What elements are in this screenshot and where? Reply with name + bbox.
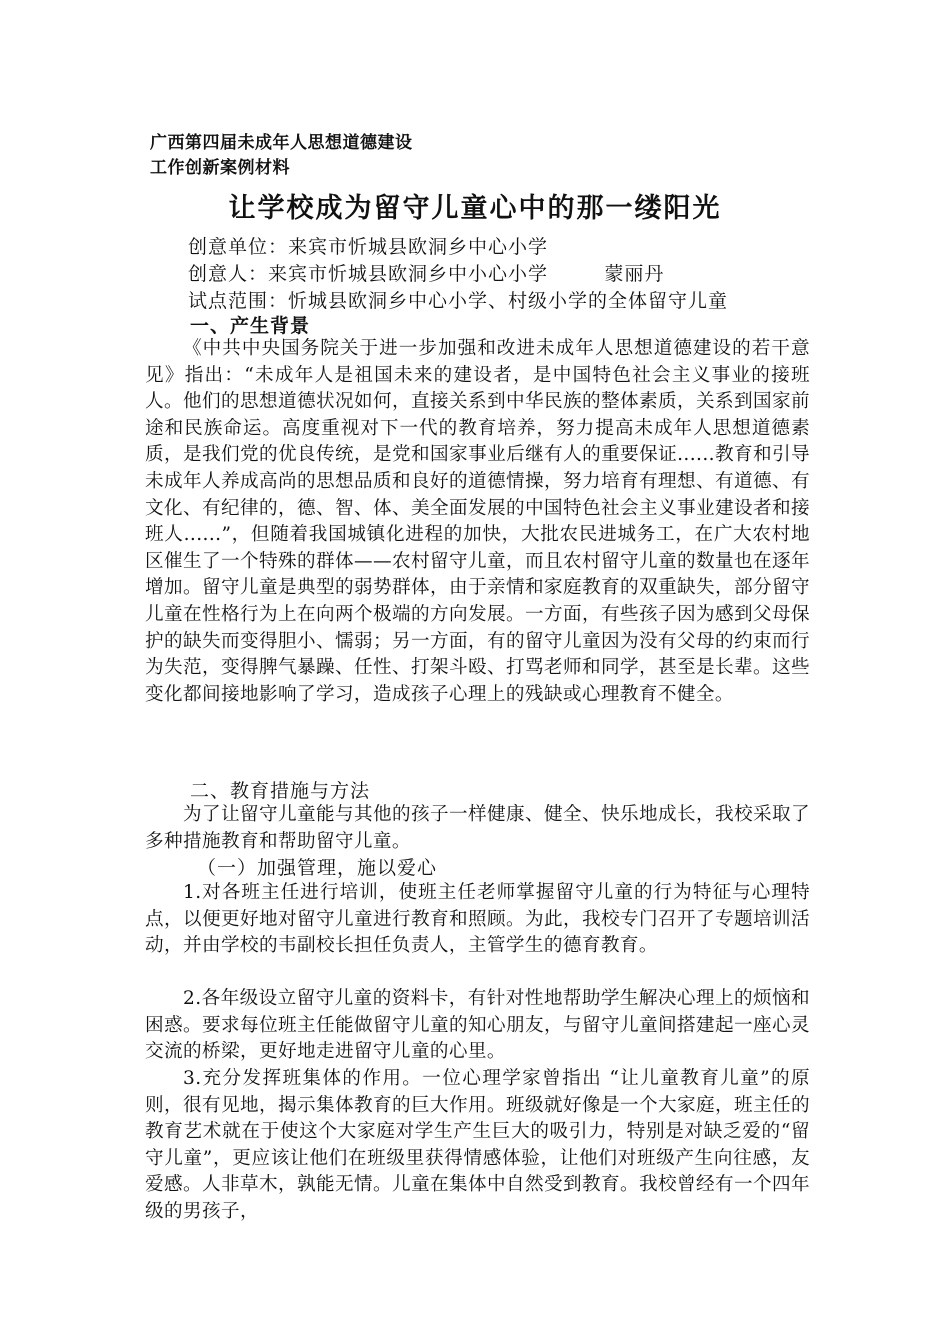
subsection-1-heading: （一）加强管理，施以爱心 <box>197 857 438 879</box>
section-1-heading: 一、产生背景 <box>190 315 311 337</box>
section-1-body: 《中共中央国务院关于进一步加强和改进未成年人思想道德建设的若干意见》指出：“未成年人是祖国未来的建设者，是中国特色社会主义事业的接班人。他们的思想道德状况如何，直接关系到中华民族的整体素质，关系到国家前途和民族命运。高度重视对下一代的教育培养，努力提高未成年人思想道德素质，是我们党的优良传统，是党和国家事业后继有人的重要保证......教育和引导未成年人养成高尚的思想品质和良好的道德情操，努力培育有理想、有道德、有文化、有纪律的，德、智、体、美全面发展的中国特色社会主义事业建设者和接班人......”，但随着我国城镇化进程的加快，大批农民进城务工，在广大农村地区催生了一个特殊的群体——农村留守儿童，而且农村留守儿童的数量也在逐年增加。留守儿童是典型的弱势群体，由于亲情和家庭教育的双重缺失，部分留守儿童在性格行为上在向两个极端的方向发展。一方面，有些孩子因为感到父母保护的缺失而变得胆小、懦弱；另一方面，有的留守儿童因为没有父母的约束而行为失范，变得脾气暴躁、任性、打架斗殴、打骂老师和同学，甚至是长辈。这些变化都间接地影响了学习，造成孩子心理上的残缺或心理教育不健全。 <box>145 338 810 705</box>
document-title: 让学校成为留守儿童心中的那一缕阳光 <box>228 193 722 224</box>
header-line-2: 工作创新案例材料 <box>150 158 290 178</box>
meta-scope: 试点范围：忻城县欧洞乡中心小学、村级小学的全体留守儿童 <box>188 290 729 312</box>
list-item-3: 3.充分发挥班集体的作用。一位心理学家曾指出 “让儿童教育儿童”的原则，很有见地，揭示集体教育的巨大作用。班级就好像是一个大家庭，班主任的教育艺术就在于使这个大家庭对学生产生巨大的吸引力，特别是对缺乏爱的“留守儿童”，更应该让他们在班级里获得情感体验，让他们对班级产生向往感，友爱感。人非草木，孰能无情。儿童在集体中自然受到教育。我校曾经有一个四年级的男孩子， <box>145 1068 810 1222</box>
list-item-1: 1.对各班主任进行培训，使班主任老师掌握留守儿童的行为特征与心理特点，以便更好地对留守儿童进行教育和照顾。为此，我校专门召开了专题培训活动，并由学校的韦副校长担任负责人，主管学生的德育教育。 <box>145 882 810 957</box>
meta-unit: 创意单位：来宾市忻城县欧洞乡中心小学 <box>188 236 549 258</box>
list-item-2: 2.各年级设立留守儿童的资料卡，有针对性地帮助学生解决心理上的烦恼和困惑。要求每位班主任能做留守儿童的知心朋友，与留守儿童间搭建起一座心灵交流的桥梁，更好地走进留守儿童的心里。 <box>145 988 810 1063</box>
section-2-heading: 二、教育措施与方法 <box>190 780 371 802</box>
section-2-intro: 为了让留守儿童能与其他的孩子一样健康、健全、快乐地成长，我校采取了多种措施教育和帮助留守儿童。 <box>145 804 810 852</box>
meta-person: 创意人：来宾市忻城县欧洞乡中小心小学 蒙丽丹 <box>188 263 665 285</box>
header-line-1: 广西第四届未成年人思想道德建设 <box>150 133 413 153</box>
